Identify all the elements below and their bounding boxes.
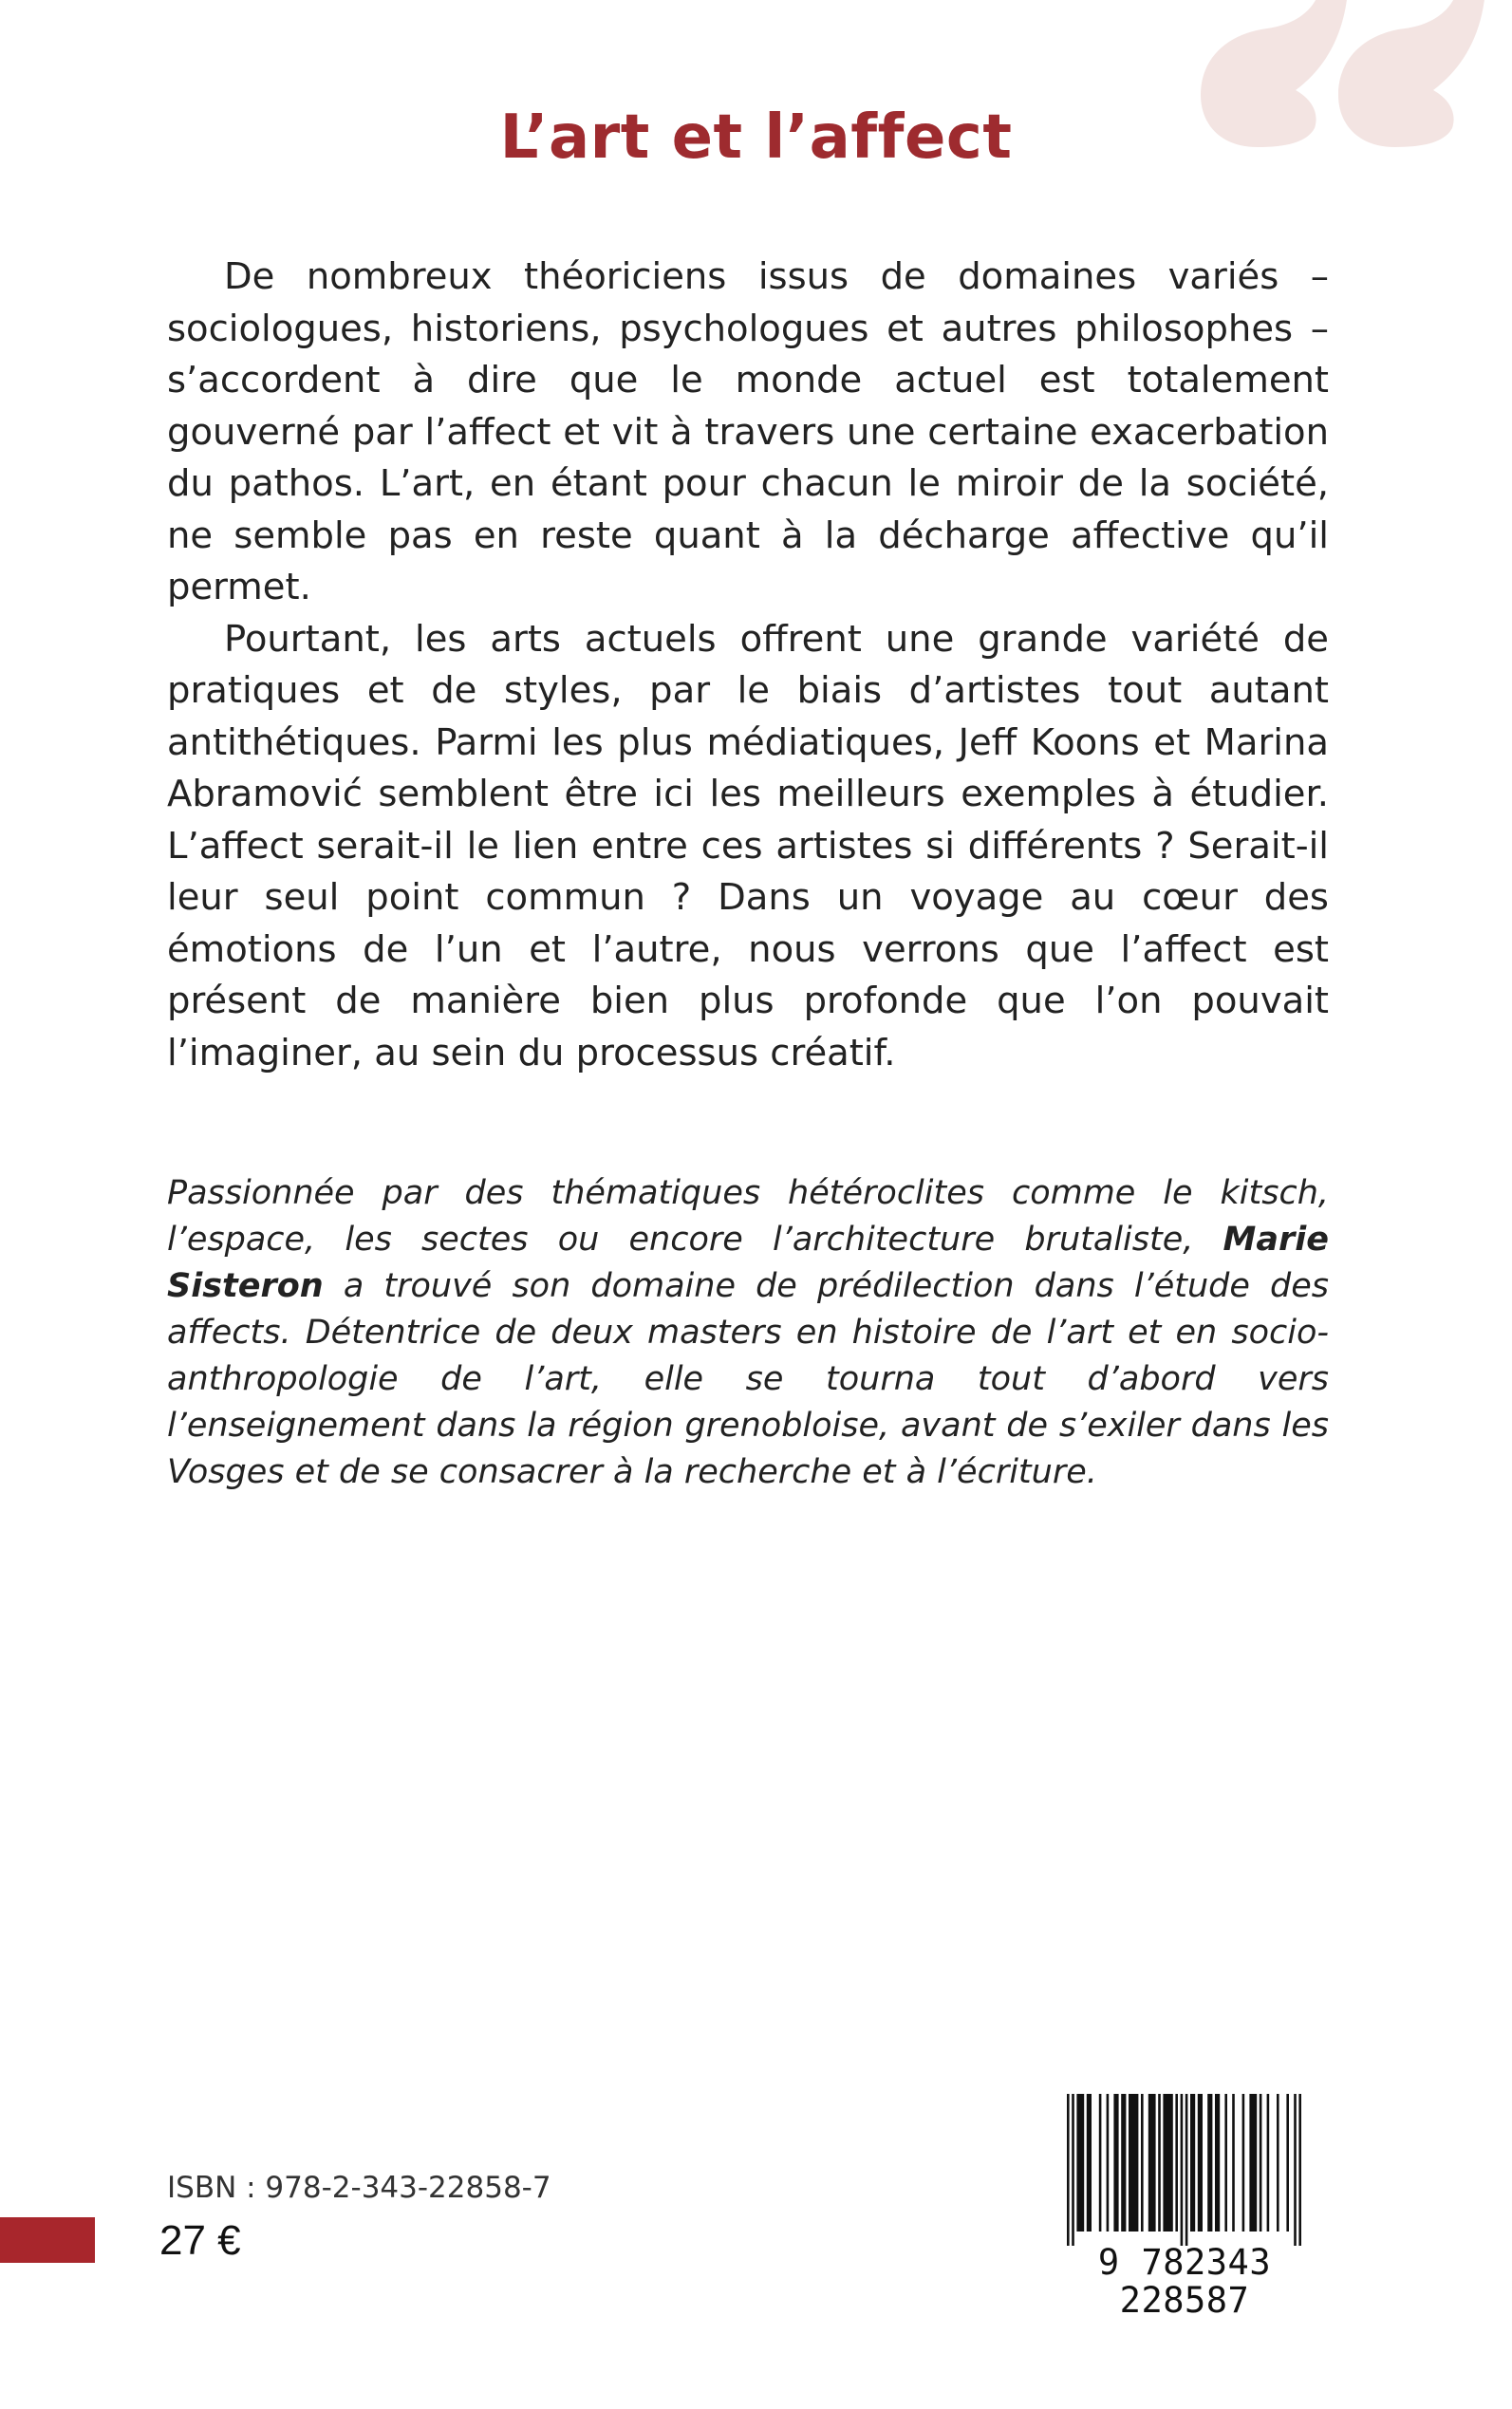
barcode-bar bbox=[1099, 2094, 1102, 2232]
barcode-bar bbox=[1277, 2094, 1279, 2232]
barcode-bar bbox=[1141, 2094, 1144, 2232]
barcode-bar bbox=[1113, 2094, 1118, 2232]
barcode-bar bbox=[1107, 2094, 1110, 2232]
barcode-bar bbox=[1175, 2094, 1178, 2232]
barcode-bar bbox=[1148, 2094, 1156, 2232]
barcode-bar bbox=[1260, 2094, 1262, 2232]
barcode-bar bbox=[1121, 2094, 1126, 2232]
barcode-bar bbox=[1158, 2094, 1161, 2232]
barcode-bar bbox=[1294, 2094, 1297, 2246]
barcode-bar bbox=[1267, 2094, 1270, 2232]
barcode-bar bbox=[1286, 2094, 1289, 2232]
summary-text bbox=[167, 252, 1329, 1079]
barcode-bar bbox=[1067, 2094, 1070, 2246]
barcode-bar bbox=[1224, 2094, 1227, 2232]
barcode-bars bbox=[1033, 2094, 1336, 2246]
barcode-bar bbox=[1198, 2094, 1203, 2232]
summary-paragraph-2: Pourtant, les arts actuels offrent une grande variété de pratiques et de styles, par le biais d’artistes tout autant antithétiques. Parmi les plus médiatiques, Jeff Koons et Marina Abramović semblent être ici les meilleurs exemples à étudier. L’affect serait-il le lien entre ces artistes si différents ? Serait-il leur seul point commun ? Dans un voyage au cœur des émotions de l’un et l’autre, nous verrons que l’affect est présent de manière bien plus profonde que l’on pouvait l’imaginer, au sein du processus créatif. bbox=[167, 617, 1329, 1074]
isbn-label: ISBN : 978-2-343-22858-7 bbox=[167, 2171, 551, 2205]
barcode-bar bbox=[1190, 2094, 1195, 2232]
author-name: Marie Sisteron bbox=[167, 1221, 1329, 1305]
author-bio-rest: a trouvé son domaine de prédilection dans l’étude des affects. Détentrice de deux masters en histoire de l’art et en socio-anthropologie de l’art, elle se tourna tout d’abord vers l’enseignement dans la région grenobloise, avant de s’exiler dans les Vosges et de se consacrer à la recherche et à l’écriture. bbox=[167, 1267, 1329, 1491]
barcode-bar bbox=[1242, 2094, 1245, 2232]
barcode-bar bbox=[1185, 2094, 1188, 2246]
barcode-bar bbox=[1181, 2094, 1184, 2246]
accent-bar bbox=[0, 2217, 95, 2263]
barcode-bar bbox=[1072, 2094, 1074, 2246]
barcode-bar bbox=[1163, 2094, 1172, 2232]
barcode-bar bbox=[1076, 2094, 1084, 2232]
barcode bbox=[1033, 2094, 1336, 2321]
summary-paragraph-1: De nombreux théoriciens issus de domaines variés – sociologues, historiens, psychologues et autres philosophes – s’accordent à dire que le monde actuel est totalement gouverné par l’affect et vit à travers une certaine exacerbation du pathos. L’art, en étant pour chacun le miroir de la société, ne semble pas en reste quant à la décharge affective qu’il permet. bbox=[167, 255, 1329, 608]
author-bio-paragraph bbox=[167, 1170, 1329, 1496]
barcode-bar bbox=[1232, 2094, 1235, 2232]
author-bio bbox=[167, 1170, 1329, 1496]
barcode-bar bbox=[1207, 2094, 1212, 2232]
author-bio-intro: Passionnée par des thématiques hétéroclites comme le kitsch, l’espace, les sectes ou encore l’architecture brutaliste, bbox=[167, 1174, 1329, 1259]
barcode-bar bbox=[1249, 2094, 1257, 2232]
barcode-bar bbox=[1129, 2094, 1138, 2232]
barcode-bar bbox=[1215, 2094, 1220, 2232]
book-title: L’art et l’affect bbox=[499, 103, 1013, 173]
barcode-bar bbox=[1087, 2094, 1092, 2232]
price-label: 27 € bbox=[159, 2217, 241, 2264]
barcode-digits: 9 782343 228587 bbox=[1097, 2242, 1272, 2321]
barcode-bar bbox=[1298, 2094, 1301, 2246]
